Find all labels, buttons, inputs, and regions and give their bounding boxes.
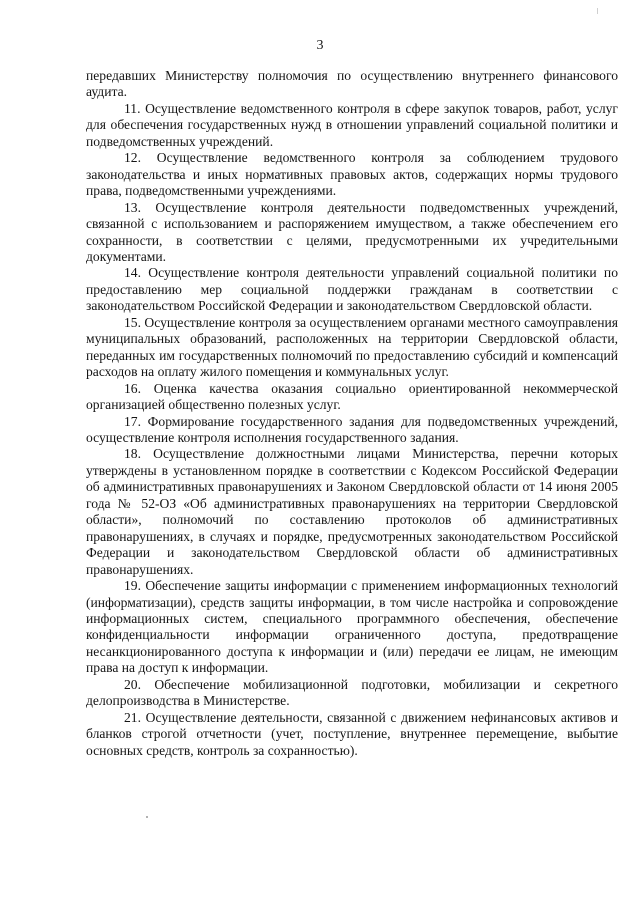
paragraph-12: 12. Осуществление ведомственного контроля за соблюдением трудового законодательства и иных нормативных правовых актов, содержащих нормы трудового права, подведомственными учреждениями. xyxy=(86,150,618,199)
paragraph-continuation: передавших Министерству полномочия по осуществлению внутреннего финансового аудита. xyxy=(86,68,618,100)
scan-speck xyxy=(146,816,148,818)
paragraph-14: 14. Осуществление контроля деятельности управлений социальной политики по предоставлению мер социальной поддержки гражданам в соответствии с законодательством Российской Федерации и законодательством Свердловской области. xyxy=(86,265,618,314)
paragraph-21: 21. Осуществление деятельности, связанной с движением нефинансовых активов и бланков строгой отчетности (учет, поступление, внутреннее перемещение, выбытие основных средств, контроль за сохранностью). xyxy=(86,709,618,758)
paragraph-11: 11. Осуществление ведомственного контроля в сфере закупок товаров, работ, услуг для обеспечения государственных нужд в отношении управлений социальной политики и подведомственных учреждений. xyxy=(86,100,618,149)
paragraph-17: 17. Формирование государственного задания для подведомственных учреждений, осуществление контроля исполнения государственного задания. xyxy=(86,413,618,445)
page-number: 3 xyxy=(316,38,324,53)
document-body xyxy=(86,68,618,759)
paragraph-18: 18. Осуществление должностными лицами Министерства, перечни которых утверждены в установленном порядке в соответствии с Кодексом Российской Федерации об административных правонарушениях и Законом Свердловской области от 14 июня 2005 года № 52-ОЗ «Об административных правонарушениях на территории Свердловской области», полномочий по составлению протоколов об административных правонарушениях, в случаях и порядке, предусмотренных законодательством Российской Федерации и законодательством Свердловской области об административных правонарушениях. xyxy=(86,446,618,577)
paragraph-15: 15. Осуществление контроля за осуществлением органами местного самоуправления муниципальных образований, расположенных на территории Свердловской области, переданных им государственных полномочий по предоставлению субсидий и компенсаций расходов на оплату жилого помещения и коммунальных услуг. xyxy=(86,314,618,380)
paragraph-13: 13. Осуществление контроля деятельности подведомственных учреждений, связанной с использованием и распоряжением имуществом, а также обеспечением его сохранности, в соответствии с целями, предусмотренными их учредительными документами. xyxy=(86,199,618,264)
paragraph-16: 16. Оценка качества оказания социально ориентированной некоммерческой организацией общественно полезных услуг. xyxy=(86,380,618,413)
paragraph-19: 19. Обеспечение защиты информации с применением информационных технологий (информатизации), средств защиты информации, в том числе настройка и сопровождение информационных систем, специального программного обеспечения, обеспечение конфиденциальности информации ограниченного доступа, предотвращение несанкционированного доступа к информации и (или) передачи ее лицам, не имеющим права на доступ к информации. xyxy=(86,578,618,676)
scan-mark xyxy=(597,8,598,14)
paragraph-20: 20. Обеспечение мобилизационной подготовки, мобилизации и секретного делопроизводства в Министерстве. xyxy=(86,676,618,709)
